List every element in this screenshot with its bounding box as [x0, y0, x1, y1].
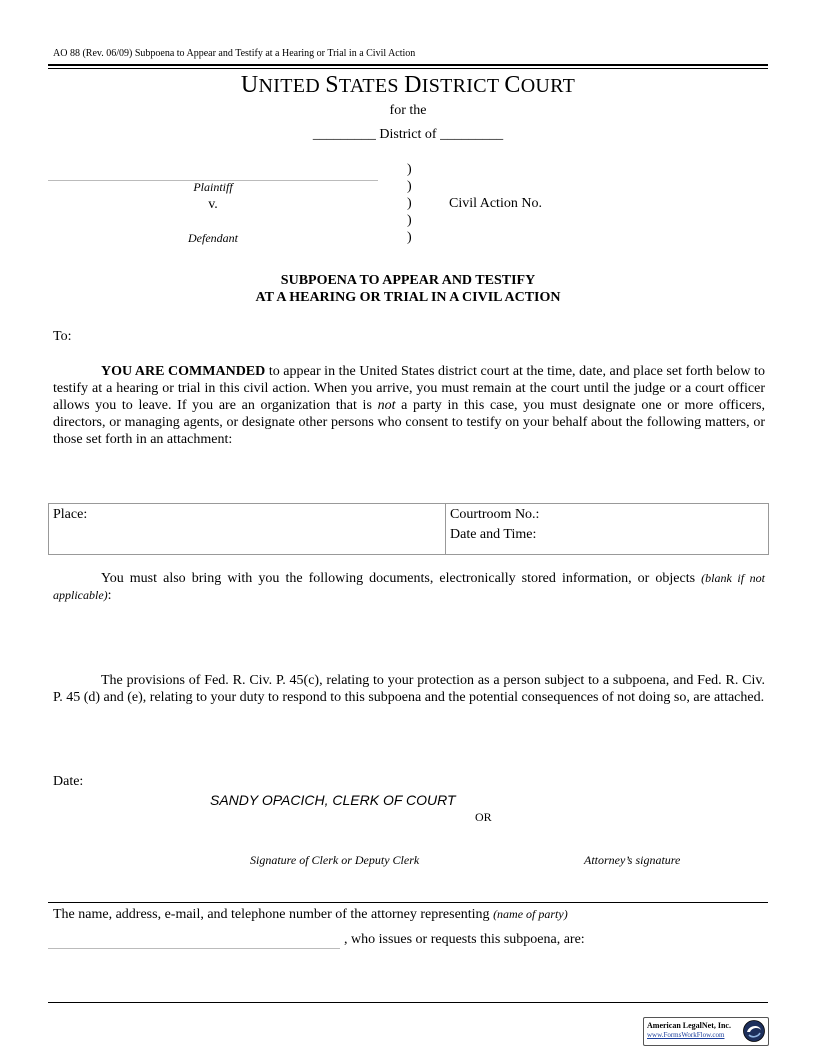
date-time-label: Date and Time: — [450, 527, 537, 542]
versus-label: v. — [208, 197, 218, 212]
caption-paren: ) — [407, 230, 412, 245]
party-name-field[interactable] — [48, 948, 340, 949]
for-the-label: for the — [389, 103, 427, 118]
logo-url[interactable]: www.FormsWorkFlow.com — [647, 1031, 725, 1039]
globe-swirl-icon — [742, 1019, 766, 1043]
legalnet-logo[interactable] — [643, 1017, 769, 1046]
caption-paren: ) — [407, 213, 412, 228]
attorney-signature-label: Attorney’s signature — [584, 853, 681, 867]
header-rule-thin — [48, 68, 768, 69]
defendant-label: Defendant — [188, 231, 238, 245]
place-table-divider — [445, 503, 446, 555]
attorney-info-text: The name, address, e-mail, and telephone number of the attorney representing (name of party) — [53, 907, 568, 922]
provisions-paragraph: The provisions of Fed. R. Civ. P. 45(c), relating to your protection as a person subject to a subpoena, and Fed. R. Civ. P. 45 (d) and (e), relating to your duty to respond to this subpoena and the potential consequences of not doing so, are attached. — [53, 673, 765, 705]
to-label: To: — [53, 329, 72, 344]
header-rule-thick — [48, 64, 768, 66]
clerk-signature-label: Signature of Clerk or Deputy Clerk — [250, 853, 420, 867]
place-table — [48, 503, 769, 555]
issues-text: , who issues or requests this subpoena, are: — [344, 932, 585, 947]
district-field[interactable]: _________ District of _________ — [312, 127, 504, 142]
caption-paren: ) — [407, 179, 412, 194]
attorney-section-rule — [48, 902, 768, 903]
commanded-paragraph: YOU ARE COMMANDED to appear in the United States district court at the time, date, and place set forth below to testify at a hearing or trial in this civil action. When you arrive, you must remain at the court until the judge or a court officer allows you to leave. If you are an organization that is not a party in this case, you must designate one or more officers, directors, or managing agents, or designate other persons who consent to testify on your behalf about the following matters, or those set forth in an attachment: — [53, 364, 766, 447]
footer-rule — [48, 1002, 768, 1003]
document-title: SUBPOENA TO APPEAR AND TESTIFY AT A HEARING OR TRIAL IN A CIVIL ACTION — [255, 273, 561, 305]
or-label: OR — [475, 810, 492, 824]
clerk-name: SANDY OPACICH, CLERK OF COURT — [210, 792, 456, 808]
form-identifier: AO 88 (Rev. 06/09) Subpoena to Appear and Testify at a Hearing or Trial in a Civil Action — [53, 48, 416, 59]
plaintiff-label: Plaintiff — [193, 180, 233, 194]
caption-paren: ) — [407, 196, 412, 211]
logo-company-name: American LegalNet, Inc. — [647, 1021, 731, 1030]
courtroom-label: Courtroom No.: — [450, 507, 540, 522]
place-label: Place: — [53, 507, 88, 522]
civil-action-label: Civil Action No. — [449, 196, 542, 211]
court-title: UNITED STATES DISTRICT COURT — [240, 72, 576, 98]
date-label: Date: — [53, 774, 84, 789]
bring-paragraph: You must also bring with you the following documents, electronically stored information, or objects (blank if not applicable): — [53, 571, 765, 603]
caption-paren: ) — [407, 162, 412, 177]
